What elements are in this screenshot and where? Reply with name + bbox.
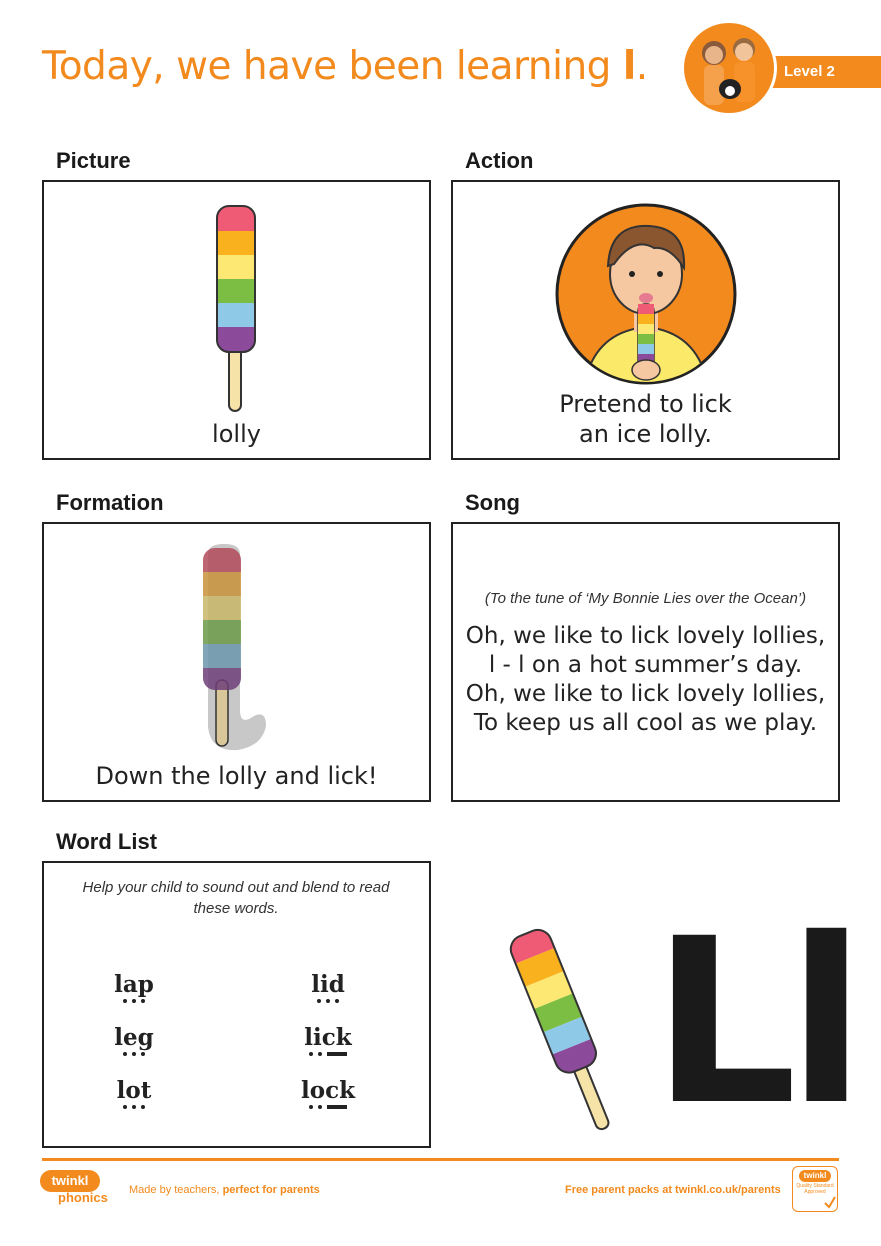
word-text: lap [114, 971, 154, 998]
song-line: Oh, we like to lick lovely lollies, [465, 681, 826, 707]
song-lyrics [453, 622, 838, 738]
sound-buttons [106, 1052, 162, 1056]
lolly-icon [500, 920, 630, 1140]
check-icon [823, 1195, 837, 1209]
sound-buttons [106, 1105, 162, 1109]
action-box [451, 180, 840, 460]
word-item [300, 1077, 356, 1109]
big-letters: Ll [652, 889, 856, 1155]
lolly-letter-formation-icon [194, 540, 274, 754]
level-badge: Level 2 [770, 56, 881, 88]
word-list-heading: Word List [56, 829, 158, 854]
picture-heading: Picture [56, 148, 131, 173]
page-title [42, 44, 648, 89]
sound-buttons [300, 1052, 356, 1056]
song-box [451, 522, 840, 802]
word-item [300, 1024, 356, 1056]
picture-caption: lolly [212, 420, 261, 448]
word-text: lock [300, 1077, 356, 1104]
sound-buttons [300, 999, 356, 1003]
word-item [106, 971, 162, 1003]
word-list-box [42, 861, 431, 1148]
word-list-instruction: Help your child to sound out and blend to read these words. [82, 879, 390, 917]
word-text: lot [116, 1077, 152, 1104]
action-caption-line2: an ice lolly. [579, 420, 712, 448]
twinkl-phonics-logo [40, 1170, 112, 1212]
word-text: leg [114, 1024, 154, 1051]
word-item [106, 1024, 162, 1056]
picture-box [42, 180, 431, 460]
made-by-bold: perfect for parents [222, 1184, 320, 1196]
action-caption-line1: Pretend to lick [559, 390, 732, 418]
free-packs-link[interactable]: Free parent packs at twinkl.co.uk/parents [565, 1184, 781, 1196]
made-by-text [129, 1184, 320, 1196]
formation-heading: Formation [56, 490, 164, 515]
boy-licking-lolly-icon [554, 202, 738, 386]
logo-text-1: twinkl [40, 1170, 100, 1192]
sound-buttons [106, 999, 162, 1003]
formation-box [42, 522, 431, 802]
action-heading: Action [465, 148, 534, 173]
title-letter: l [622, 44, 636, 89]
made-by-prefix: Made by teachers, [129, 1184, 223, 1196]
word-text: lick [304, 1024, 352, 1051]
title-prefix: Today, we have been learning [42, 44, 623, 89]
song-line: Oh, we like to lick lovely lollies, [465, 623, 826, 649]
song-note: (To the tune of ‘My Bonnie Lies over the Ocean’) [484, 590, 807, 607]
title-suffix: . [635, 44, 648, 89]
footer-divider [42, 1158, 839, 1161]
lolly-icon [212, 202, 262, 414]
badge-text: Quality Standard Approved [796, 1183, 834, 1195]
song-line: l - l on a hot summer’s day. [488, 652, 803, 678]
word-item [300, 971, 356, 1003]
formation-caption: Down the lolly and lick! [95, 762, 378, 790]
word-item [106, 1077, 162, 1109]
word-text: lid [311, 971, 345, 998]
logo-text-2: phonics [58, 1190, 108, 1205]
song-line: To keep us all cool as we play. [473, 710, 818, 736]
quality-badge [792, 1166, 838, 1212]
song-heading: Song [465, 490, 520, 515]
children-avatar-icon [681, 20, 777, 116]
badge-name: twinkl [799, 1170, 831, 1182]
sound-buttons [300, 1105, 356, 1109]
